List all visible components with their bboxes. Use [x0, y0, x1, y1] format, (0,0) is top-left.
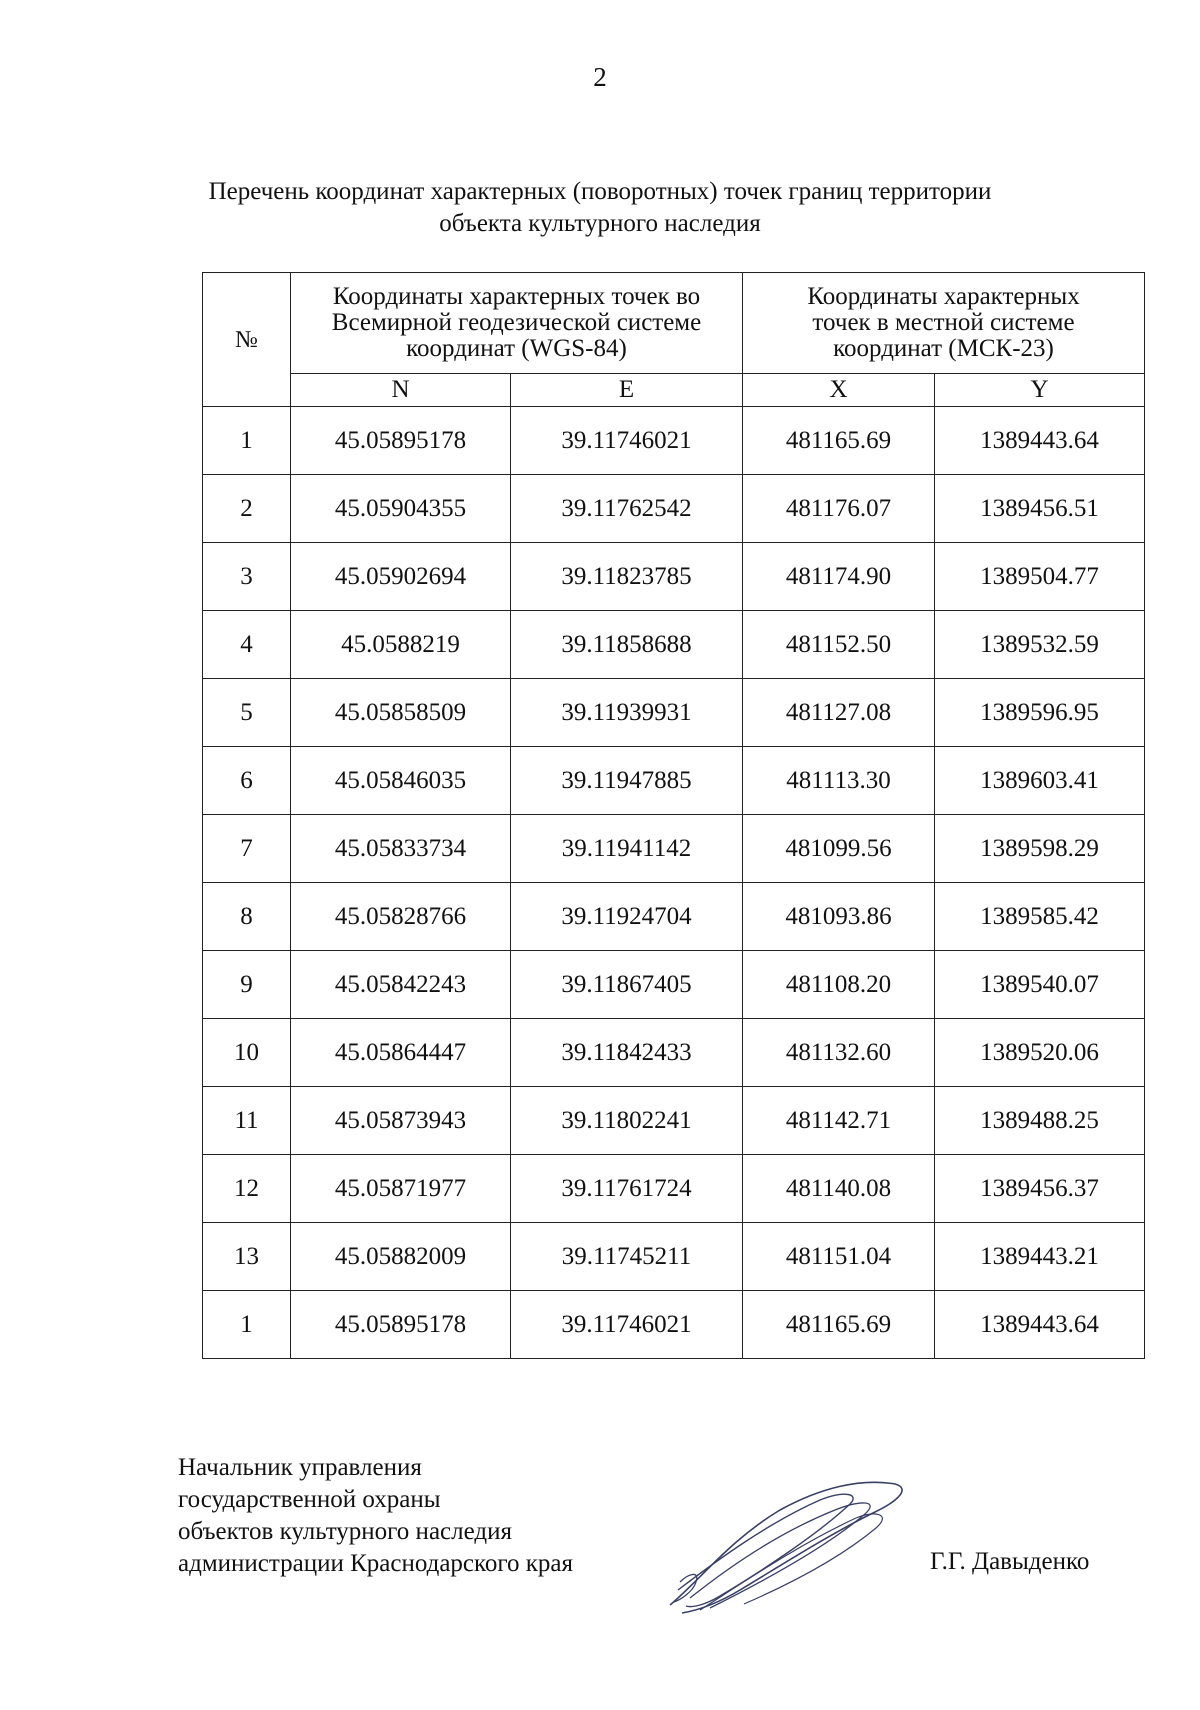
n-coordinate-cell: 45.05895178 — [291, 407, 511, 475]
y-coordinate-cell: 1389598.29 — [935, 815, 1145, 883]
msk23-column-header: Координаты характерных точек в местной системе координат (МСК-23) — [743, 273, 1145, 374]
point-number-cell: 12 — [203, 1155, 291, 1223]
n-coordinate-cell: 45.05895178 — [291, 1291, 511, 1359]
x-coordinate-cell: 481151.04 — [743, 1223, 935, 1291]
n-coordinate-cell: 45.05833734 — [291, 815, 511, 883]
title-line-2: объекта культурного наследия — [439, 210, 761, 237]
n-coordinate-cell: 45.05842243 — [291, 951, 511, 1019]
position-line: объектов культурного наследия — [178, 1518, 512, 1545]
number-column-header: № — [203, 273, 291, 407]
handwritten-signature — [660, 1470, 920, 1620]
n-coordinate-cell: 45.05864447 — [291, 1019, 511, 1087]
table-row — [203, 747, 1145, 815]
y-coordinate-cell: 1389596.95 — [935, 679, 1145, 747]
point-number-cell: 13 — [203, 1223, 291, 1291]
n-coordinate-cell: 45.05858509 — [291, 679, 511, 747]
point-number-cell: 1 — [203, 1291, 291, 1359]
point-number-cell: 5 — [203, 679, 291, 747]
signer-name: Г.Г. Давыденко — [930, 1548, 1090, 1575]
coordinates-table — [202, 272, 1145, 1359]
n-coordinate-cell: 45.05846035 — [291, 747, 511, 815]
n-coordinate-cell: 45.05828766 — [291, 883, 511, 951]
position-line: Начальник управления — [178, 1454, 422, 1481]
x-coordinate-cell: 481142.71 — [743, 1087, 935, 1155]
coordinates-table-body — [203, 407, 1145, 1359]
point-number-cell: 10 — [203, 1019, 291, 1087]
e-coordinate-cell: 39.11842433 — [511, 1019, 743, 1087]
table-row — [203, 1291, 1145, 1359]
y-coordinate-cell: 1389504.77 — [935, 543, 1145, 611]
e-coordinate-cell: 39.11746021 — [511, 1291, 743, 1359]
table-header-group-row — [203, 273, 1145, 374]
e-coordinate-cell: 39.11867405 — [511, 951, 743, 1019]
e-coordinate-cell: 39.11924704 — [511, 883, 743, 951]
table-row — [203, 1019, 1145, 1087]
point-number-cell: 6 — [203, 747, 291, 815]
table-row — [203, 611, 1145, 679]
e-coordinate-cell: 39.11802241 — [511, 1087, 743, 1155]
y-column-header: Y — [935, 374, 1145, 407]
n-coordinate-cell: 45.0588219 — [291, 611, 511, 679]
x-coordinate-cell: 481093.86 — [743, 883, 935, 951]
e-column-header: E — [511, 374, 743, 407]
x-coordinate-cell: 481152.50 — [743, 611, 935, 679]
table-row — [203, 407, 1145, 475]
e-coordinate-cell: 39.11745211 — [511, 1223, 743, 1291]
table-row — [203, 679, 1145, 747]
x-coordinate-cell: 481165.69 — [743, 1291, 935, 1359]
n-coordinate-cell: 45.05904355 — [291, 475, 511, 543]
point-number-cell: 1 — [203, 407, 291, 475]
table-row — [203, 883, 1145, 951]
e-coordinate-cell: 39.11947885 — [511, 747, 743, 815]
point-number-cell: 9 — [203, 951, 291, 1019]
table-row — [203, 951, 1145, 1019]
y-coordinate-cell: 1389488.25 — [935, 1087, 1145, 1155]
n-coordinate-cell: 45.05871977 — [291, 1155, 511, 1223]
e-coordinate-cell: 39.11762542 — [511, 475, 743, 543]
table-row — [203, 1155, 1145, 1223]
x-coordinate-cell: 481165.69 — [743, 407, 935, 475]
y-coordinate-cell: 1389443.21 — [935, 1223, 1145, 1291]
wgs84-column-header: Координаты характерных точек во Всемирной геодезической системе координат (WGS-84) — [291, 273, 743, 374]
document-title — [150, 176, 1050, 240]
table-subheader-row — [203, 374, 1145, 407]
n-coordinate-cell: 45.05873943 — [291, 1087, 511, 1155]
e-coordinate-cell: 39.11746021 — [511, 407, 743, 475]
y-coordinate-cell: 1389443.64 — [935, 1291, 1145, 1359]
y-coordinate-cell: 1389540.07 — [935, 951, 1145, 1019]
y-coordinate-cell: 1389456.51 — [935, 475, 1145, 543]
x-coordinate-cell: 481113.30 — [743, 747, 935, 815]
point-number-cell: 8 — [203, 883, 291, 951]
x-coordinate-cell: 481174.90 — [743, 543, 935, 611]
x-column-header: X — [743, 374, 935, 407]
table-row — [203, 815, 1145, 883]
title-line-1: Перечень координат характерных (поворотных) точек границ территории — [208, 178, 992, 205]
x-coordinate-cell: 481127.08 — [743, 679, 935, 747]
position-line: государственной охраны — [178, 1486, 441, 1513]
point-number-cell: 11 — [203, 1087, 291, 1155]
point-number-cell: 4 — [203, 611, 291, 679]
table-row — [203, 1087, 1145, 1155]
x-coordinate-cell: 481099.56 — [743, 815, 935, 883]
y-coordinate-cell: 1389443.64 — [935, 407, 1145, 475]
n-coordinate-cell: 45.05882009 — [291, 1223, 511, 1291]
y-coordinate-cell: 1389520.06 — [935, 1019, 1145, 1087]
x-coordinate-cell: 481176.07 — [743, 475, 935, 543]
e-coordinate-cell: 39.11858688 — [511, 611, 743, 679]
point-number-cell: 3 — [203, 543, 291, 611]
page-number: 2 — [593, 62, 607, 92]
e-coordinate-cell: 39.11761724 — [511, 1155, 743, 1223]
y-coordinate-cell: 1389585.42 — [935, 883, 1145, 951]
x-coordinate-cell: 481108.20 — [743, 951, 935, 1019]
point-number-cell: 7 — [203, 815, 291, 883]
table-row — [203, 1223, 1145, 1291]
x-coordinate-cell: 481132.60 — [743, 1019, 935, 1087]
e-coordinate-cell: 39.11823785 — [511, 543, 743, 611]
position-line: администрации Краснодарского края — [178, 1550, 574, 1577]
point-number-cell: 2 — [203, 475, 291, 543]
e-coordinate-cell: 39.11939931 — [511, 679, 743, 747]
y-coordinate-cell: 1389603.41 — [935, 747, 1145, 815]
signatory-position — [178, 1452, 573, 1580]
x-coordinate-cell: 481140.08 — [743, 1155, 935, 1223]
y-coordinate-cell: 1389456.37 — [935, 1155, 1145, 1223]
table-row — [203, 543, 1145, 611]
n-coordinate-cell: 45.05902694 — [291, 543, 511, 611]
table-row — [203, 475, 1145, 543]
n-column-header: N — [291, 374, 511, 407]
e-coordinate-cell: 39.11941142 — [511, 815, 743, 883]
y-coordinate-cell: 1389532.59 — [935, 611, 1145, 679]
